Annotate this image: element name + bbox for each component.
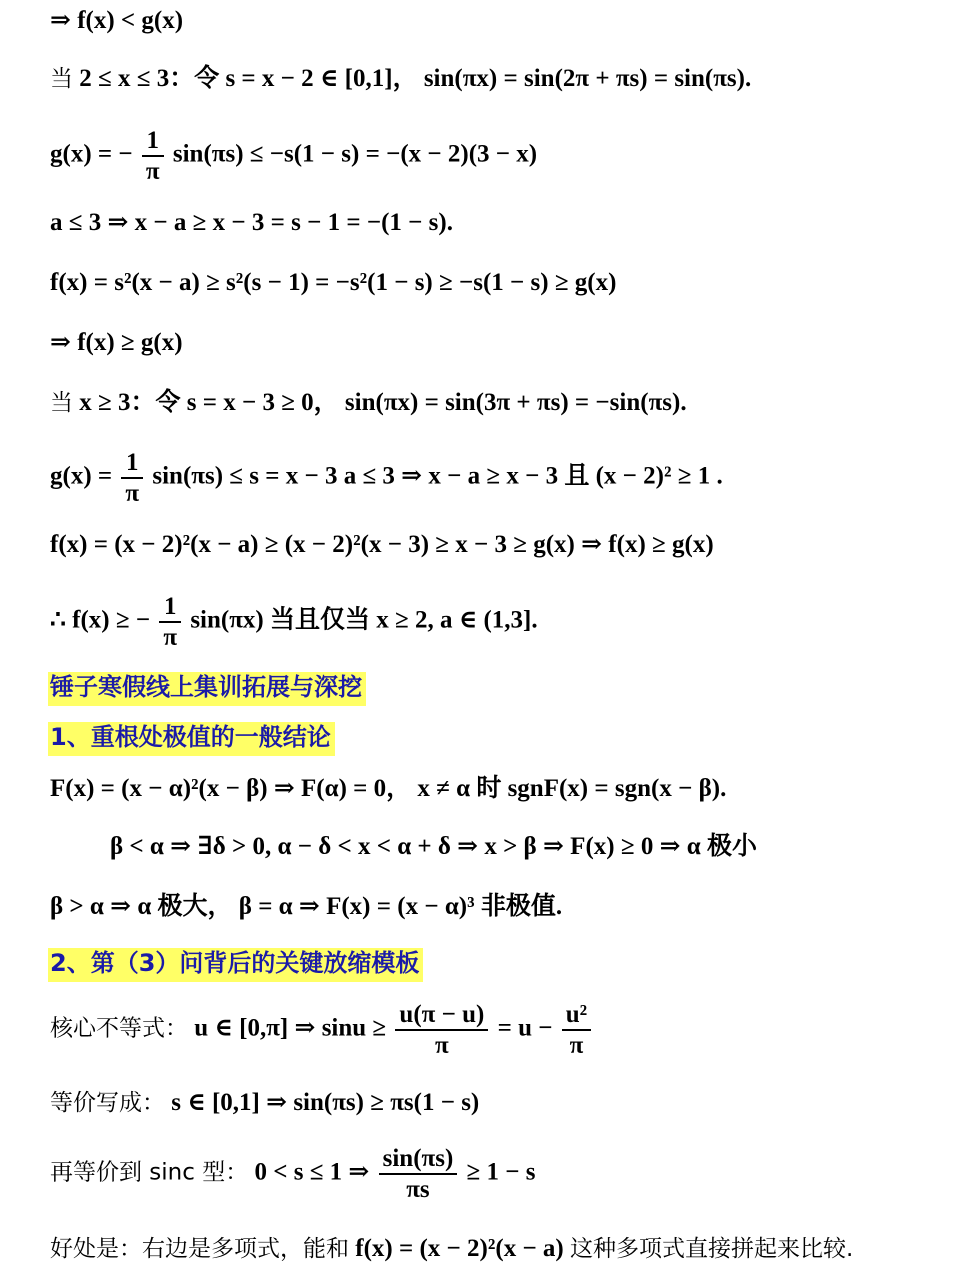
math-line-3: g(x) = − $\frac{1}{\pi}$ sin(πs) ≤ −s(1 − s) = −(x − 2)(3 − x) [50,127,538,185]
math-line-10: ∴ f(x) ≥ − $\frac{1}{\pi}$ sin(πx) 当且仅当 x ≥ 2, a ∈ (1,3]. [50,593,538,651]
fraction: $\frac{1}{\pi}$ [159,594,181,650]
math-line-5: f(x) = s²(x − a) ≥ s²(s − 1) = −s²(1 − s) ≥ −s(1 − s) ≥ g(x) [50,269,617,296]
section-heading-title: 锤子寒假线上集训拓展与深挖 [48,672,366,706]
fraction: $\frac{\sin(\pi s)}{\pi s}$ [379,1146,458,1202]
math-line-2: 当 2 ≤ x ≤ 3：令 s = x − 2 ∈ [0,1]， sin(πx) = sin(2π + πs) = sin(πs). [50,65,752,92]
section-heading-1: 1、重根处极值的一般结论 [48,722,335,756]
math-line-6: ⇒ f(x) ≥ g(x) [50,329,183,356]
section2-line-4: 好处是：右边是多项式，能和 f(x) = (x − 2)²(x − a) 这种多项式直接拼起来比较. [50,1235,854,1262]
math-line-7: 当 x ≥ 3：令 s = x − 3 ≥ 0， sin(πx) = sin(3π + πs) = −sin(πs). [50,389,687,416]
section1-line-2: β < α ⇒ ∃δ > 0, α − δ < x < α + δ ⇒ x > β ⇒ F(x) ≥ 0 ⇒ α 极小 [110,833,757,860]
section2-line-2: 等价写成： s ∈ [0,1] ⇒ sin(πs) ≥ πs(1 − s) [50,1089,480,1116]
math-line-4: a ≤ 3 ⇒ x − a ≥ x − 3 = s − 1 = −(1 − s). [50,209,453,236]
section2-line-3: 再等价到 sinc 型： 0 < s ≤ 1 ⇒ $\frac{\sin(\pi s)}{\pi s}$ ≥ 1 − s [50,1145,536,1203]
math-line-8: g(x) = $\frac{1}{\pi}$ sin(πs) ≤ s = x − 3 a ≤ 3 ⇒ x − a ≥ x − 3 且 (x − 2)² ≥ 1 . [50,449,723,507]
section1-line-3: β > α ⇒ α 极大， β = α ⇒ F(x) = (x − α)³ 非极值. [50,893,563,920]
section-heading-2: 2、第（3）问背后的关键放缩模板 [48,948,423,982]
math-line-9: f(x) = (x − 2)²(x − a) ≥ (x − 2)²(x − 3) ≥ x − 3 ≥ g(x) ⇒ f(x) ≥ g(x) [50,531,714,558]
section2-line-1: 核心不等式： u ∈ [0,π] ⇒ sinu ≥ $\frac{u(\pi - u)}{\pi}$ = u − $\frac{\text{u²}}{\pi}$ [50,1002,594,1058]
fraction: $\frac{\text{u²}}{\pi}$ [562,1002,591,1058]
fraction: $\frac{u(\pi - u)}{\pi}$ [395,1002,488,1058]
section1-line-1: F(x) = (x − α)²(x − β) ⇒ F(α) = 0， x ≠ α 时 sgnF(x) = sgn(x − β). [50,775,727,802]
fraction: $\frac{1}{\pi}$ [142,128,164,184]
math-line-1: ⇒ f(x) < g(x) [50,7,184,34]
fraction: $\frac{1}{\pi}$ [121,450,143,506]
